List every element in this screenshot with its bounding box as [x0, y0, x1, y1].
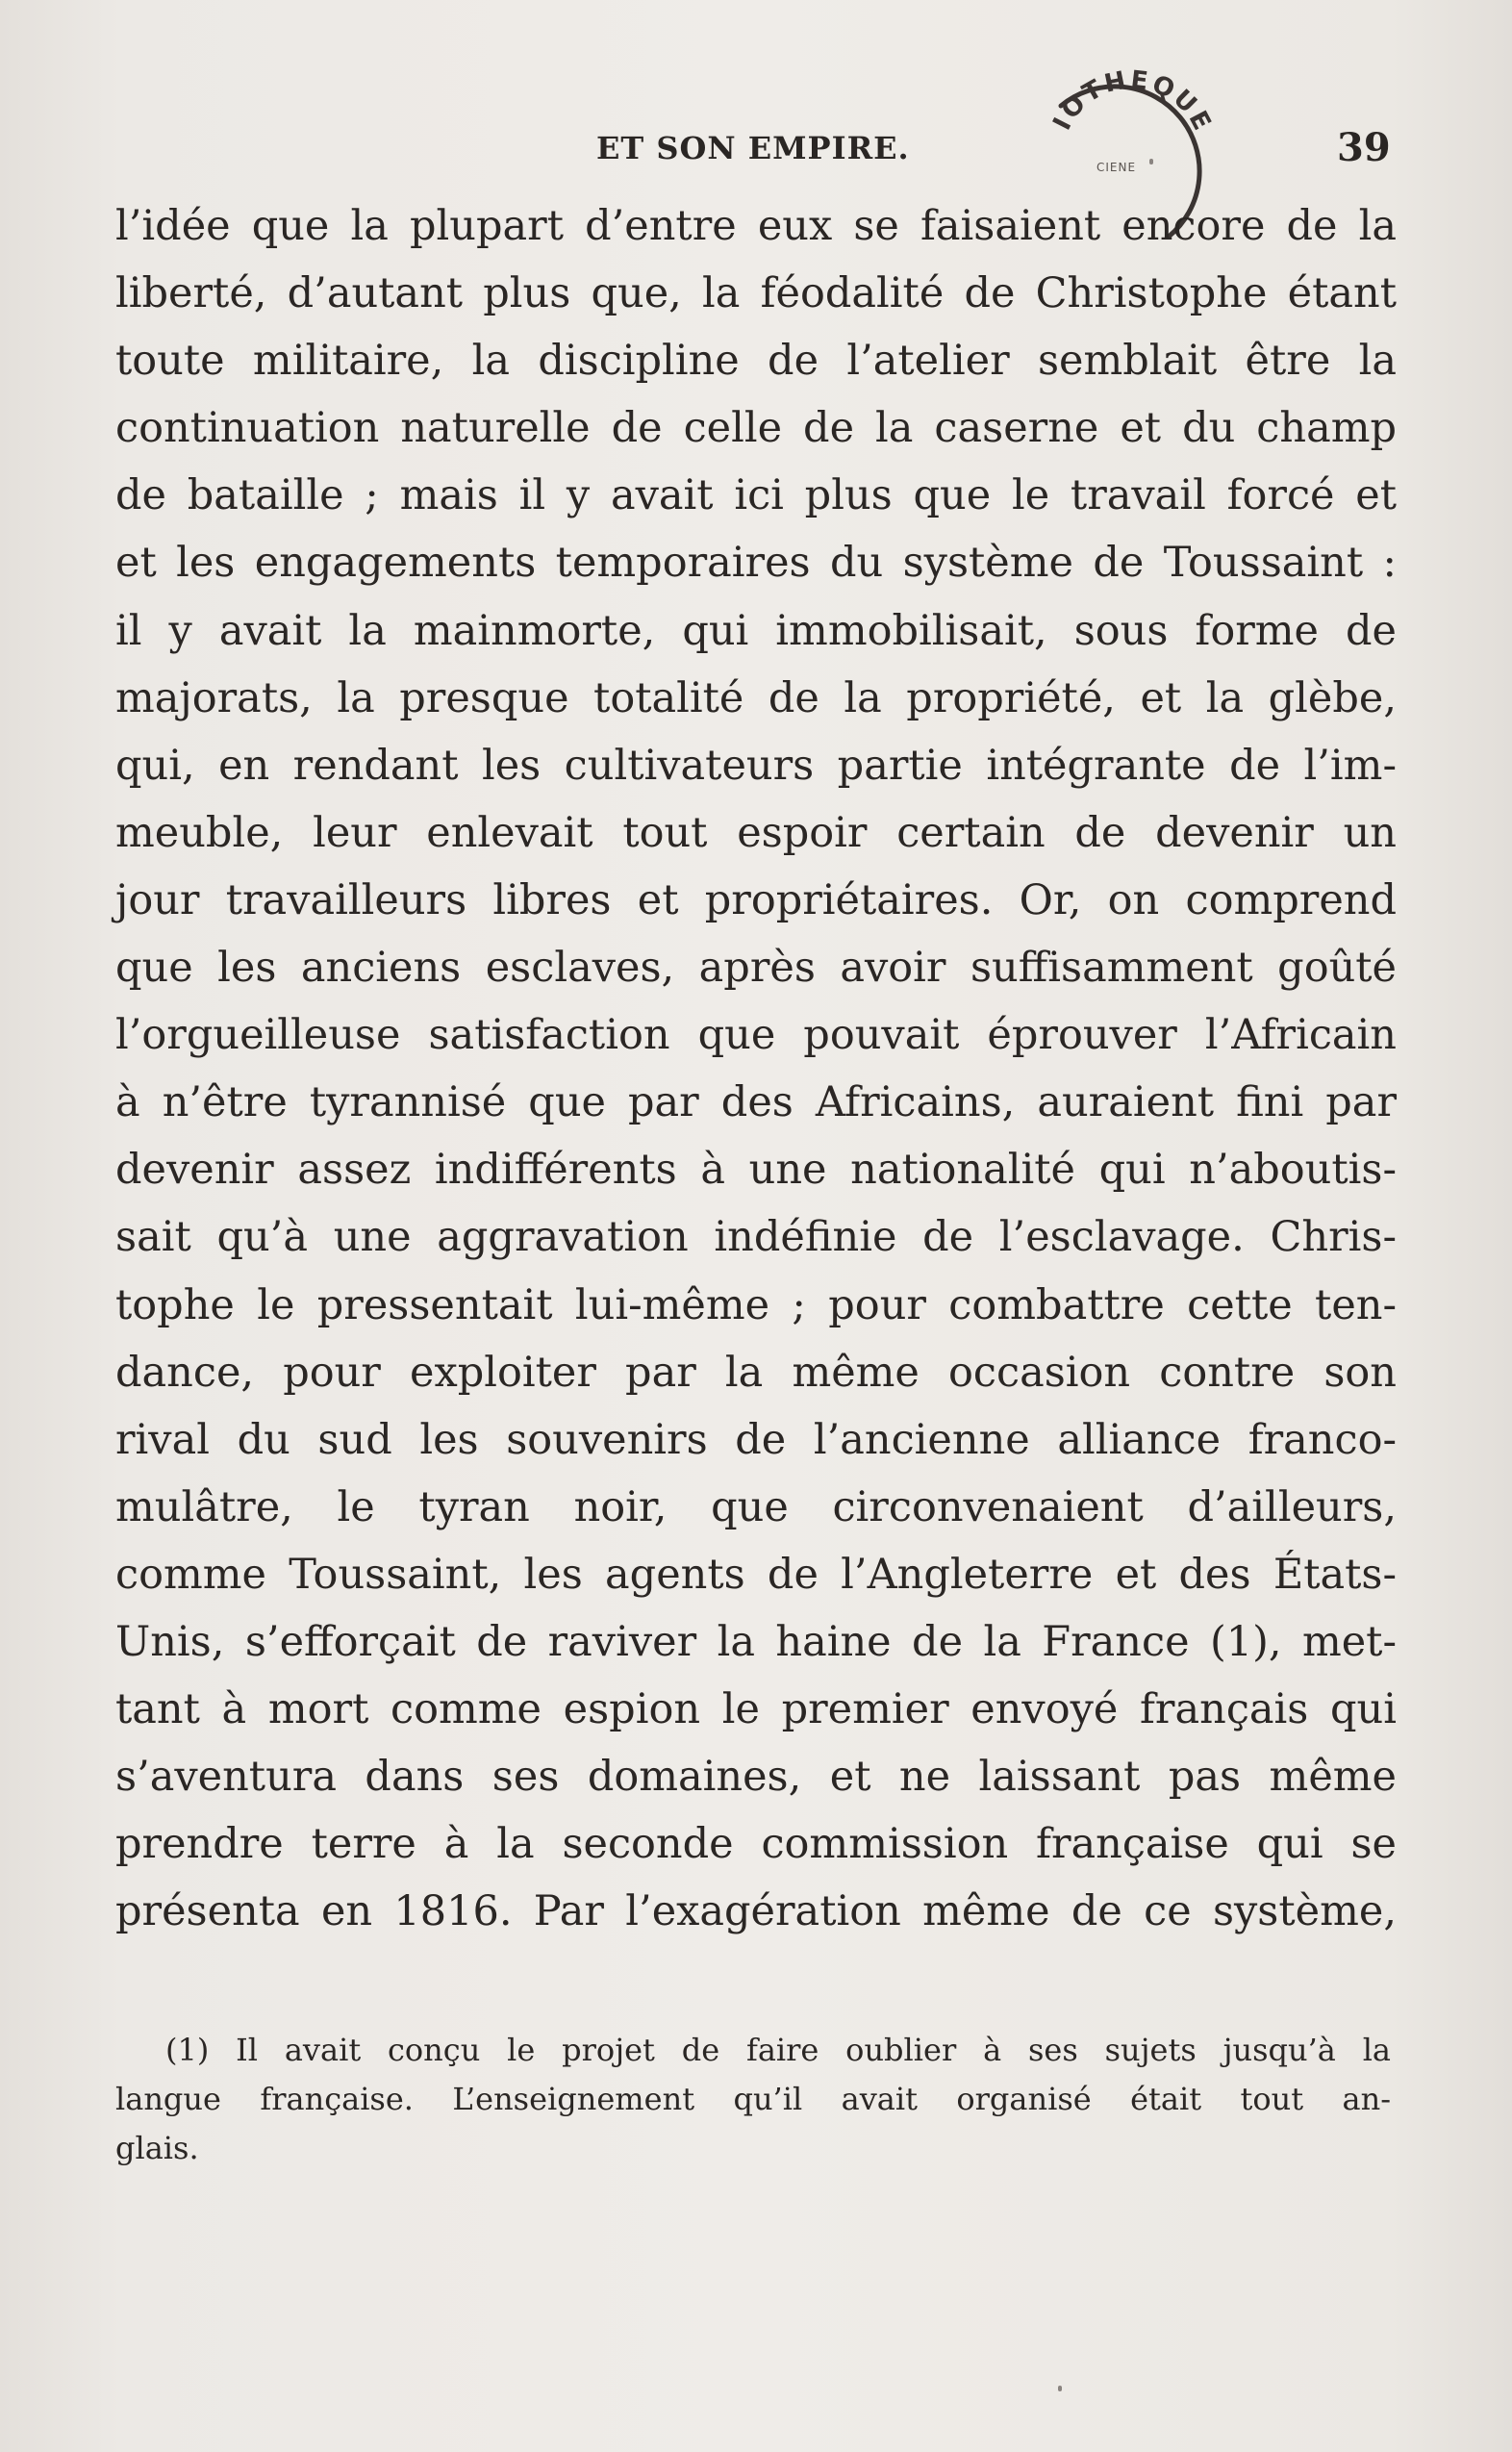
text-line: à n’être tyrannisé que par des Africains, auraient fini par [115, 1078, 1397, 1127]
text-line: devenir assez indifférents à une nationalité qui n’aboutis- [115, 1146, 1397, 1195]
footnote-line: langue française. L’enseignement qu’il avait organisé était tout an- [115, 2081, 1391, 2117]
text-line: continuation naturelle de celle de la caserne et du champ [115, 404, 1397, 453]
stamp-inner-text: CIENE [1096, 161, 1137, 174]
paper-speck [1058, 2386, 1062, 2391]
running-title: ET SON EMPIRE. [596, 130, 910, 166]
text-line: prendre terre à la seconde commission française qui se [115, 1820, 1397, 1869]
text-line: meuble, leur enlevait tout espoir certain de devenir un [115, 808, 1397, 857]
text-line: que les anciens esclaves, après avoir suffisamment goûté [115, 944, 1397, 993]
paper-speck [1149, 159, 1153, 164]
text-line: tophe le pressentait lui-même ; pour combattre cette ten- [115, 1280, 1397, 1329]
text-line: comme Toussaint, les agents de l’Angleterre et des États- [115, 1550, 1397, 1599]
text-line: liberté, d’autant plus que, la féodalité de Christophe étant [115, 269, 1397, 318]
text-line: s’aventura dans ses domaines, et ne laissant pas même [115, 1753, 1397, 1802]
text-line: tant à mort comme espion le premier envoyé français qui [115, 1685, 1397, 1734]
page-number: 39 [1337, 125, 1391, 170]
text-line: présenta en 1816. Par l’exagération même de ce système, [115, 1887, 1397, 1936]
text-line: toute militaire, la discipline de l’atelier semblait être la [115, 337, 1397, 386]
stamp-text: IOTHEQUE [1047, 65, 1218, 138]
text-line: mulâtre, le tyran noir, que circonvenaient d’ailleurs, [115, 1482, 1397, 1531]
text-line: et les engagements temporaires du système de Toussaint : [115, 539, 1397, 588]
text-line: qui, en rendant les cultivateurs partie intégrante de l’im- [115, 741, 1397, 790]
footnote-line: glais. [115, 2130, 199, 2166]
text-line: l’idée que la plupart d’entre eux se faisaient encore de la [115, 202, 1397, 250]
text-line: majorats, la presque totalité de la propriété, et la glèbe, [115, 673, 1397, 722]
text-line: rival du sud les souvenirs de l’ancienne alliance franco- [115, 1415, 1397, 1464]
svg-text:IOTHEQUE [1047, 65, 1217, 138]
text-line: il y avait la mainmorte, qui immobilisait, sous forme de [115, 606, 1397, 655]
text-line: dance, pour exploiter par la même occasion contre son [115, 1348, 1397, 1397]
body-text [115, 192, 1397, 1945]
footnote-line: (1) Il avait conçu le projet de faire oublier à ses sujets jusqu’à la [165, 2032, 1391, 2068]
text-line: sait qu’à une aggravation indéfinie de l’esclavage. Chris- [115, 1213, 1397, 1262]
footnote [115, 2026, 1391, 2173]
text-line: Unis, s’efforçait de raviver la haine de la France (1), met- [115, 1617, 1397, 1666]
text-line: l’orgueilleuse satisfaction que pouvait éprouver l’Africain [115, 1011, 1397, 1060]
text-line: de bataille ; mais il y avait ici plus que le travail forcé et [115, 471, 1397, 520]
text-line: jour travailleurs libres et propriétaires. Or, on comprend [115, 875, 1397, 924]
